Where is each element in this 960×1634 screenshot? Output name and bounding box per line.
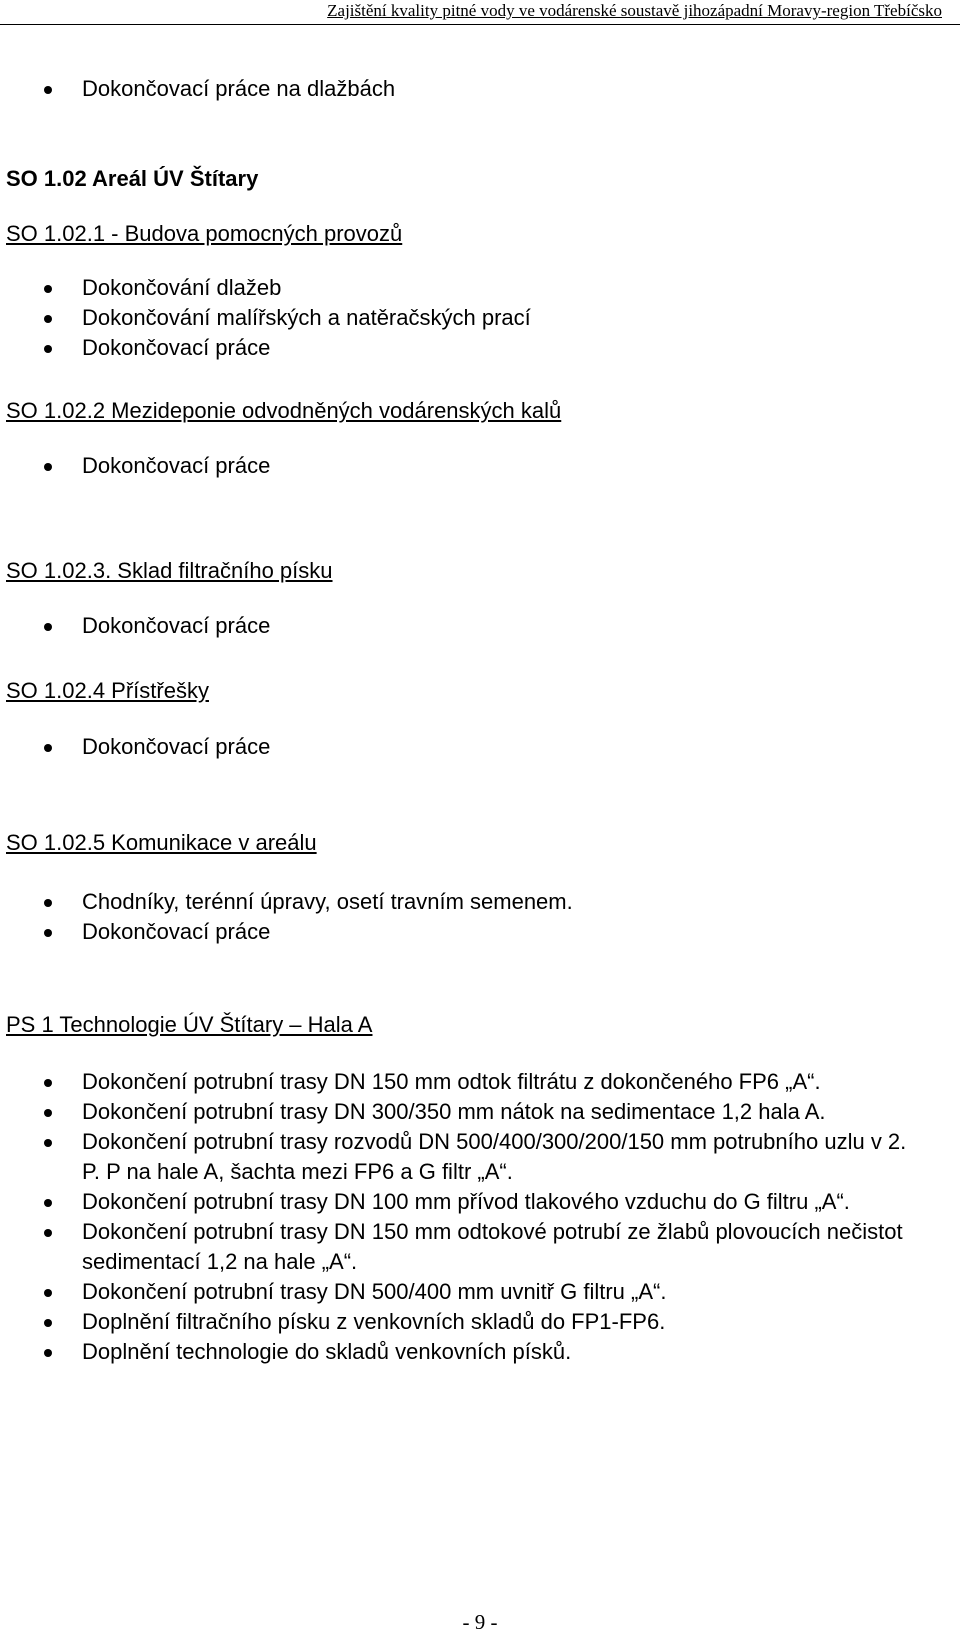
bullet-icon bbox=[44, 1199, 52, 1207]
bullet-icon bbox=[44, 86, 52, 94]
list-item: Dokončování malířských a natěračských prací bbox=[0, 303, 924, 333]
section-heading: PS 1 Technologie ÚV Štítary – Hala A bbox=[6, 1012, 373, 1037]
bullet-icon bbox=[44, 1289, 52, 1297]
list-item: Doplnění filtračního písku z venkovních skladů do FP1-FP6. bbox=[0, 1307, 924, 1337]
list-item: Dokončovací práce bbox=[0, 917, 924, 947]
bullet-icon bbox=[44, 1139, 52, 1147]
list-item: Dokončení potrubní trasy DN 100 mm přívod tlakového vzduchu do G filtru „A“. bbox=[0, 1187, 924, 1217]
bullet-list bbox=[0, 732, 924, 762]
section-heading: SO 1.02 Areál ÚV Štítary bbox=[6, 166, 259, 191]
list-item: Dokončovací práce bbox=[0, 611, 924, 641]
list-item: Dokončovací práce bbox=[0, 451, 924, 481]
list-item: Dokončování dlažeb bbox=[0, 273, 924, 303]
bullet-icon bbox=[44, 345, 52, 353]
bullet-icon bbox=[44, 929, 52, 937]
list-item: Doplnění technologie do skladů venkovních písků. bbox=[0, 1337, 924, 1367]
bullet-icon bbox=[44, 1229, 52, 1237]
bullet-icon bbox=[44, 1109, 52, 1117]
bullet-icon bbox=[44, 285, 52, 293]
bullet-icon bbox=[44, 623, 52, 631]
list-item: Dokončení potrubní trasy DN 500/400 mm uvnitř G filtru „A“. bbox=[0, 1277, 924, 1307]
bullet-icon bbox=[44, 1079, 52, 1087]
section-heading: SO 1.02.5 Komunikace v areálu bbox=[6, 830, 317, 855]
list-item: Dokončovací práce bbox=[0, 333, 924, 363]
list-item: Dokončení potrubní trasy rozvodů DN 500/400/300/200/150 mm potrubního uzlu v 2. P. P na hale A, šachta mezi FP6 a G filtr „A“. bbox=[0, 1127, 924, 1187]
bullet-list bbox=[0, 273, 924, 363]
bullet-icon bbox=[44, 1349, 52, 1357]
section-heading: SO 1.02.1 - Budova pomocných provozů bbox=[6, 221, 403, 246]
bullet-list bbox=[0, 611, 924, 641]
page-number: - 9 - bbox=[462, 1610, 498, 1634]
list-item: Dokončení potrubní trasy DN 150 mm odtok filtrátu z dokončeného FP6 „A“. bbox=[0, 1067, 924, 1097]
bullet-list bbox=[0, 451, 924, 481]
bullet-icon bbox=[44, 463, 52, 471]
bullet-icon bbox=[44, 1319, 52, 1327]
header-title: Zajištění kvality pitné vody ve vodárenské soustavě jihozápadní Moravy-region Třebíčsko bbox=[327, 1, 942, 20]
section-heading: SO 1.02.4 Přístřešky bbox=[6, 678, 209, 703]
bullet-list bbox=[0, 887, 924, 947]
list-item: Dokončovací práce na dlažbách bbox=[0, 74, 924, 104]
list-item: Dokončení potrubní trasy DN 150 mm odtokové potrubí ze žlabů plovoucích nečistot sedimentací 1,2 na hale „A“. bbox=[0, 1217, 924, 1277]
bullet-list bbox=[0, 1067, 924, 1367]
list-item: Dokončovací práce bbox=[0, 732, 924, 762]
bullet-icon bbox=[44, 315, 52, 323]
bullet-list bbox=[0, 74, 924, 104]
list-item: Dokončení potrubní trasy DN 300/350 mm nátok na sedimentace 1,2 hala A. bbox=[0, 1097, 924, 1127]
bullet-icon bbox=[44, 744, 52, 752]
bullet-icon bbox=[44, 899, 52, 907]
section-heading: SO 1.02.2 Mezideponie odvodněných vodárenských kalů bbox=[6, 398, 562, 423]
section-heading: SO 1.02.3. Sklad filtračního písku bbox=[6, 558, 333, 583]
list-item: Chodníky, terénní úpravy, osetí travním semenem. bbox=[0, 887, 924, 917]
page-header bbox=[0, 0, 960, 25]
